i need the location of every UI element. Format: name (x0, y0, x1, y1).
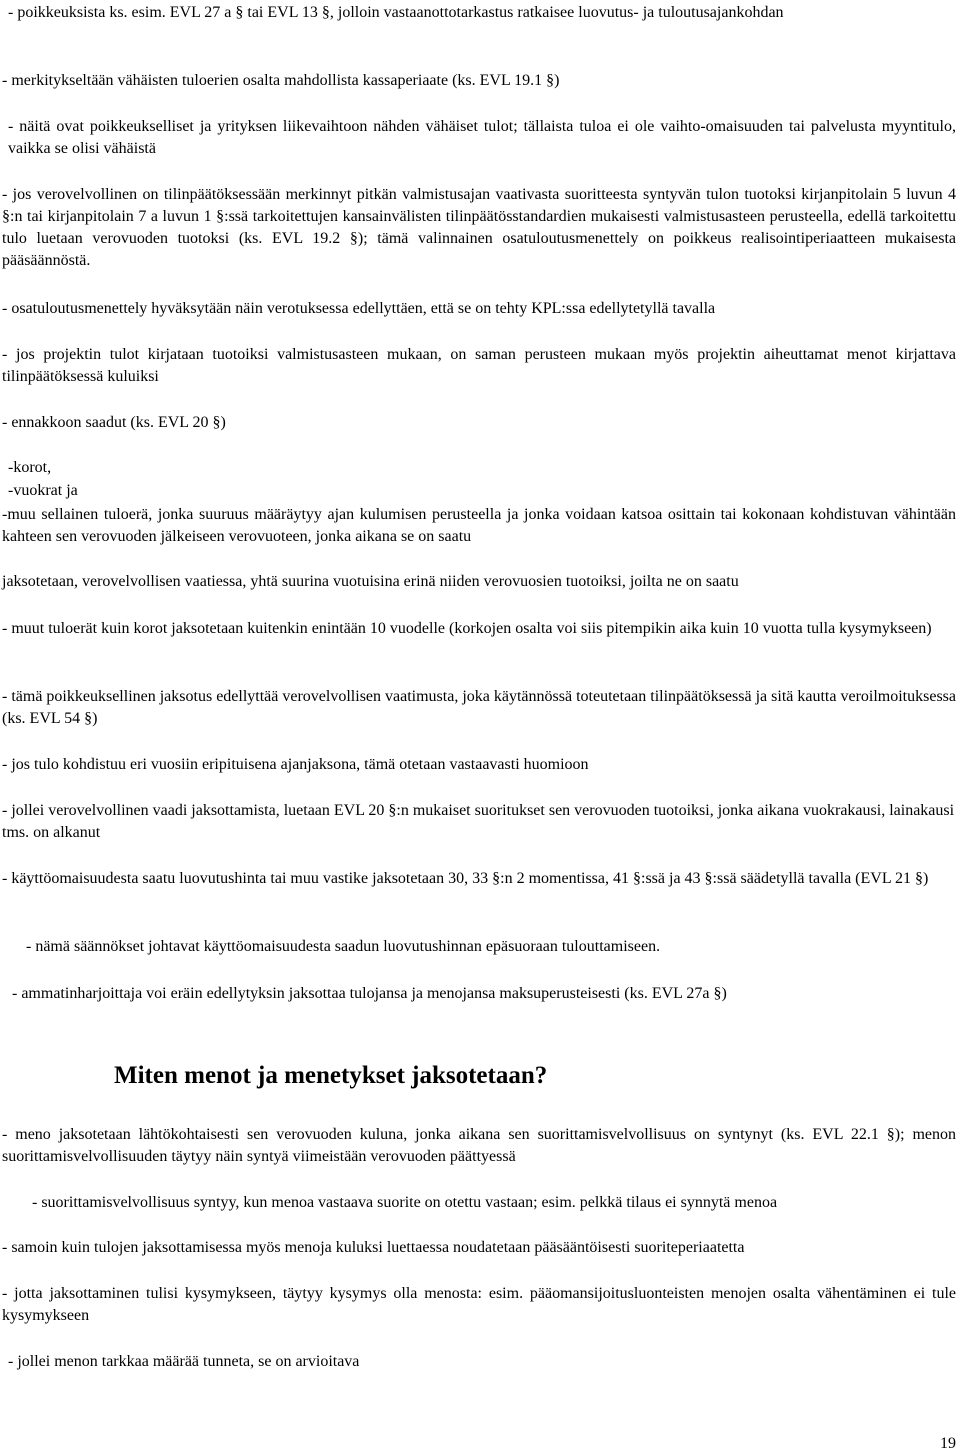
paragraph-estimate: - jollei menon tarkkaa määrää tunneta, se on arvioitava (8, 1353, 360, 1370)
paragraph-no-periodization: - jollei verovelvollinen vaadi jaksottamista, luetaan EVL 20 §:n mukaiset suoritukset sen verovuoden tuotoiksi, jonka aikana vuokrakausi, lainakausi tms. on alkanut (2, 802, 955, 841)
paragraph-requirement: - tämä poikkeuksellinen jaksotus edellyttää verovelvollisen vaatimusta, joka käytännössä toteutetaan tilinpäätöksessä ja sitä kautta veroilmoituksessa (ks. EVL 54 §) (2, 688, 956, 727)
list-item-interest: -korot, (8, 459, 52, 476)
paragraph-advances-received: - ennakkoon saadut (ks. EVL 20 §) (2, 414, 226, 431)
list-item-other-income: -muu sellainen tuloerä, jonka suuruus määräytyy ajan kulumisen perusteella ja jonka voidaan katsoa osittain tai kokonaan kohdistuvan vähintään kahteen sen verovuoden jälkeiseen verovuoteen, jonka aikana se on saatu (2, 506, 956, 545)
paragraph-different-periods: - jos tulo kohdistuu eri vuosiin eripituisena ajanjaksona, tämä otetaan vastaavasti huomioon (2, 756, 589, 773)
list-item-rents: -vuokrat ja (8, 482, 78, 499)
paragraph-project-income: - jos projektin tulot kirjataan tuotoiksi valmistusasteen mukaan, on saman perusteen mukaan myös projektin aiheuttamat menot kirjattava tilinpäätöksessä kuluiksi (2, 346, 956, 385)
paragraph-percentage-of-completion: - jos verovelvollinen on tilinpäätöksessään merkinnyt pitkän valmistusajan vaativasta suoritteesta syntyvän tulon tuotoksi kirjanpitolain 5 luvun 4 §:n tai kirjanpitolain 7 a luvun 1 §:ssä tarkoitettujen kansainvälisten tilinpäätösstandardien mukaisesti valmistusasteen perusteella, edellä tarkoitettu tulo luetaan verovuoden tuotoksi (ks. EVL 19.2 §); tämä valinnainen osatuloutusmenettely on poikkeus realisointiperiaatteen mukaisesta pääsäännöstä. (2, 186, 956, 269)
paragraph-indirect-recognition: - nämä säännökset johtavat käyttöomaisuudesta saadun luovutushinnan epäsuoraan tulouttamiseen. (26, 938, 661, 955)
paragraph-professional: - ammatinharjoittaja voi eräin edellytyksin jaksottaa tulojansa ja menojansa maksuperusteisesti (ks. EVL 27a §) (12, 985, 727, 1002)
paragraph-cash-principle: - merkitykseltään vähäisten tuloerien osalta mahdollista kassaperiaate (ks. EVL 19.1 §) (2, 72, 560, 89)
paragraph-ten-years: - muut tuloerät kuin korot jaksotetaan kuitenkin enintään 10 vuodelle (korkojen osalta voi siis pitempikin aika kuin 10 vuotta tulla kysymykseen) (2, 620, 932, 637)
paragraph-capital-investment: - jotta jaksottaminen tulisi kysymykseen, täytyy kysymys olla menosta: esim. pääomansijoitusluonteisten menojen osalta vähentäminen ei tule kysymykseen (2, 1285, 956, 1324)
page-number: 19 (940, 1435, 956, 1452)
paragraph-obligation-arises: - suorittamisvelvollisuus syntyy, kun menoa vastaava suorite on otettu vastaan; esim. pelkkä tilaus ei synnytä menoa (32, 1194, 778, 1211)
paragraph-fixed-assets: - käyttöomaisuudesta saatu luovutushinta tai muu vastike jaksotetaan 30, 33 §:n 2 momentissa, 41 §:ssä ja 43 §:ssä säädetyllä tavalla (EVL 21 §) (2, 870, 929, 887)
paragraph-accepted-in-taxation: - osatuloutusmenettely hyväksytään näin verotuksessa edellyttäen, että se on tehty KPL:ssa edellytetyllä tavalla (2, 300, 716, 317)
paragraph-periodization: jaksotetaan, verovelvollisen vaatiessa, yhtä suurina vuotuisina erinä niiden verovuosien tuotoiksi, joilta ne on saatu (2, 573, 739, 590)
paragraph-performance-principle: - samoin kuin tulojen jaksottamisessa myös menoja kuluksi luettaessa noudatetaan pääsääntöisesti suoriteperiaatetta (2, 1239, 745, 1256)
paragraph-minor-income: - näitä ovat poikkeukselliset ja yrityksen liikevaihtoon nähden vähäiset tulot; tällaista tuloa ei ole vaihto-omaisuuden tai palvelusta myyntitulo, vaikka se olisi vähäistä (8, 118, 956, 157)
paragraph-expense-periodization: - meno jaksotetaan lähtökohtaisesti sen verovuoden kuluna, jonka aikana sen suorittamisvelvollisuus on syntynyt (ks. EVL 22.1 §); menon suorittamisvelvollisuuden täytyy näin syntyä viimeistään verovuoden päättyessä (2, 1126, 956, 1165)
section-heading: Miten menot ja menetykset jaksotetaan? (114, 1062, 548, 1089)
paragraph-exceptions: - poikkeuksista ks. esim. EVL 27 a § tai EVL 13 §, jolloin vastaanottotarkastus ratkaisee luovutus- ja tuloutusajankohdan (8, 4, 784, 21)
